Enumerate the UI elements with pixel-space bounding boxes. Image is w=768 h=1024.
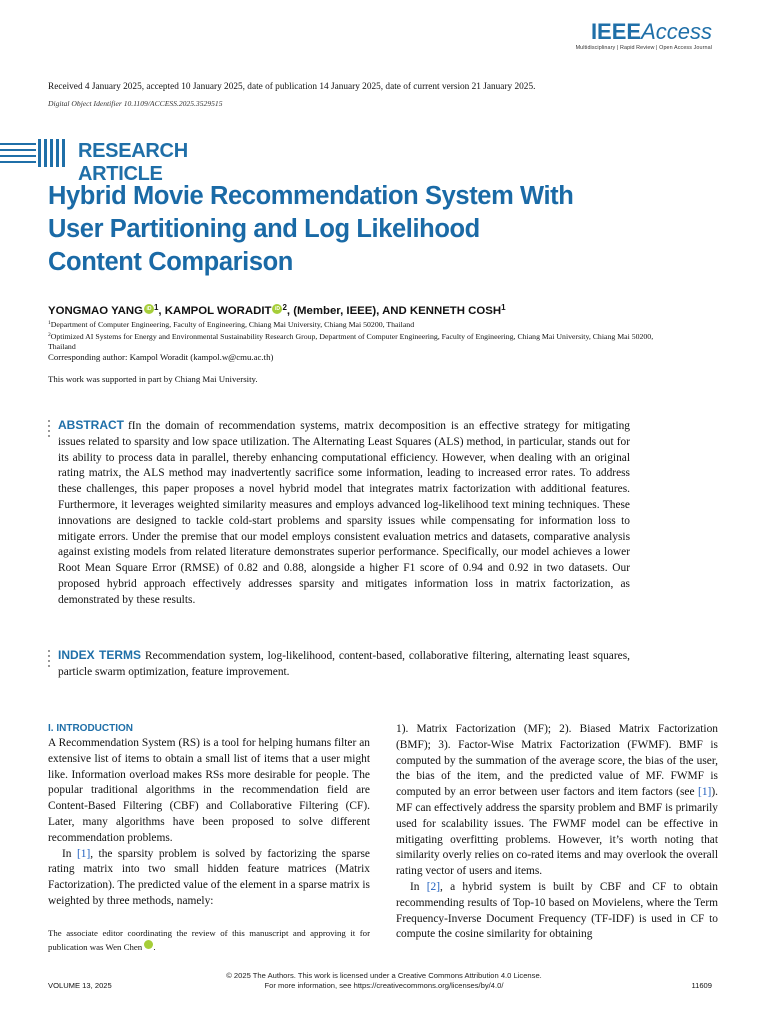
author-affil-sup: 1 <box>153 303 159 312</box>
doi-line: Digital Object Identifier 10.1109/ACCESS.2025.3529515 <box>48 99 223 108</box>
index-terms-body <box>58 648 630 681</box>
paragraph <box>396 880 718 943</box>
index-terms-text: Recommendation system, log-likelihood, content-based, collaborative filtering, alternating least squares, particle swarm optimization, feature improvement. <box>58 650 630 678</box>
editor-footnote: The associate editor coordinating the review of this manuscript and approving it for publication was Wen Chen . <box>48 928 370 952</box>
affiliation-2 <box>48 330 678 352</box>
index-terms-section <box>48 648 630 681</box>
citation-link[interactable]: [1] <box>698 786 712 799</box>
funding-note: This work was supported in part by Chiang Mai University. <box>48 374 258 384</box>
paper-title <box>48 180 608 279</box>
title-line: Hybrid Movie Recommendation System With <box>48 182 574 210</box>
author-affil-sup: 2 <box>282 303 287 312</box>
author-list <box>48 301 506 318</box>
abstract-section <box>48 418 630 609</box>
text-run: , a hybrid system is built by CBF and CF to obtain recommending results of Top-10 based on Movielens, where the Term Frequency-Inverse Document Frequency (TF-IDF) is used in CF to compute the cosine similarity for obtaining <box>396 880 718 941</box>
logo-access: Access <box>641 19 712 44</box>
author-name: , KAMPOL WORADIT <box>158 305 272 317</box>
text-run: In <box>410 880 427 893</box>
affil-sup: 1 <box>48 320 51 326</box>
paragraph <box>48 847 370 910</box>
section-dots-icon <box>48 420 52 440</box>
license-text: © 2025 The Authors. This work is licensed under a Creative Commons Attribution 4.0 License. <box>226 971 542 980</box>
paragraph: A Recommendation System (RS) is a tool for helping humans filter an extensive list of items to obtain a small list of items that a user might like. Information overload makes RSs more desirable for people. The popular traditional algorithms in the recommendation field are Content-Based Filtering (CBF) and Collaborative Filtering (CF). Later, many algorithms have been proposed to solve different recommendation problems. <box>48 737 370 844</box>
received-dates: Received 4 January 2025, accepted 10 January 2025, date of publication 14 January 2025, date of current version 21 January 2025. <box>48 82 536 92</box>
orcid-icon[interactable] <box>144 940 153 949</box>
affiliation-text: Department of Computer Engineering, Faculty of Engineering, Chiang Mai University, Chiang Mai 50200, Thailand <box>50 320 415 329</box>
text-run: , the sparsity problem is solved by factorizing the sparse rating matrix into two small hidden feature matrices (Matrix Factorization). The predicted value of the element in a sparse matrix is weighted by three methods, namely: <box>48 847 370 907</box>
body-column-right <box>396 722 718 943</box>
affiliation-text: Optimized AI Systems for Energy and Environmental Sustainability Research Group, Department of Computer Engineering, Faculty of Engineering, Chiang Mai University, Chiang Mai 50200, Thailand <box>48 332 654 351</box>
section-heading: I. INTRODUCTION <box>48 723 133 734</box>
footnote-text: The associate editor coordinating the review of this manuscript and approving it for publication was Wen Chen <box>48 928 370 952</box>
article-type-label: RESEARCH ARTICLE <box>78 140 188 185</box>
affiliations <box>48 318 678 352</box>
logo-wordmark <box>576 20 712 44</box>
journal-logo <box>576 20 712 51</box>
affil-sup: 2 <box>48 332 51 338</box>
orcid-icon[interactable]: iD <box>144 304 154 314</box>
section-dots-icon <box>48 650 52 670</box>
body-column-left <box>48 722 370 910</box>
text-run: 1). Matrix Factorization (MF); 2). Biased Matrix Factorization (BMF); 3). Factor-Wise Matrix Factorization (FWMF). BMF is computed by the summation of the average score, the bias of the user, the bias of the item, and the predicted value of MF. FWMF is computed by an error between user factors and item factors (see <box>396 723 718 799</box>
author-name: YONGMAO YANG <box>48 305 143 317</box>
citation-link[interactable]: [2] <box>426 880 441 893</box>
corresponding-author: Corresponding author: Kampol Woradit (kampol.w@cmu.ac.th) <box>48 352 274 362</box>
text-run: In <box>62 847 77 860</box>
logo-ieee: IEEE <box>590 19 642 44</box>
volume-label: VOLUME 13, 2025 <box>48 981 112 990</box>
title-line: User Partitioning and Log Likelihood <box>48 215 480 243</box>
abstract-text: fIn the domain of recommendation systems, matrix decomposition is an effective strategy for mitigating issues related to sparsity and low space utilization. The Alternating Least Squares (ALS) method, in particular, stands out for its ability to process data in parallel, thereby enhancing computational efficiency. However, when dealing with an original rating matrix, the ALS method may inadvertently sacrifice some information, leading to increased error rates. To address these challenges, this paper proposes a novel hybrid model that integrates matrix factorization with additional features. Furthermore, it leverages weighted similarity measures and employs advanced log-likelihood text mining techniques. These innovations are designed to tackle cold-start problems and sparsity issues while compensating for information loss to mitigate errors. Under the premise that our model employs consistent evaluation metrics and datasets, comparative analysis against existing models from related literature demonstrates superior performance. Specifically, our model achieves a lower Root Mean Square Error (RMSE) of 0.82 and 0.88, alongside a higher F1 score of 0.94 and 0.92 in two datasets. Our proposed hybrid approach effectively addresses sparsity and mitigates information loss in matrix factorization, as demonstrated by these results. <box>58 420 630 606</box>
logo-tagline: Multidisciplinary | Rapid Review | Open Access Journal <box>575 45 712 51</box>
affiliation-1 <box>48 318 678 330</box>
page-number: 11609 <box>691 981 712 990</box>
paragraph <box>396 722 718 880</box>
index-terms-label: INDEX TERMS <box>58 648 142 662</box>
abstract-body <box>58 418 630 609</box>
citation-link[interactable]: [1] <box>76 847 91 860</box>
text-run: ). MF can effectively address the sparsity problem and BMF is primarily used for scalability issues. The FWMF model can be effective in mitigating overfitting problems. However, it’s worth noting that similarity overly relies on co-rated items and may overlook the overall rating vector of users and items. <box>396 786 718 878</box>
article-type-badge <box>0 137 270 185</box>
license-footer <box>0 971 768 990</box>
badge-stripes-icon <box>0 137 68 169</box>
license-link[interactable]: For more information, see https://creativecommons.org/licenses/by/4.0/ <box>264 980 504 990</box>
title-line: Content Comparison <box>48 248 293 276</box>
author-name: , (Member, IEEE), AND KENNETH COSH <box>286 305 502 317</box>
author-affil-sup: 1 <box>501 303 506 312</box>
orcid-icon[interactable]: iD <box>272 304 282 314</box>
abstract-label: ABSTRACT <box>58 418 124 432</box>
